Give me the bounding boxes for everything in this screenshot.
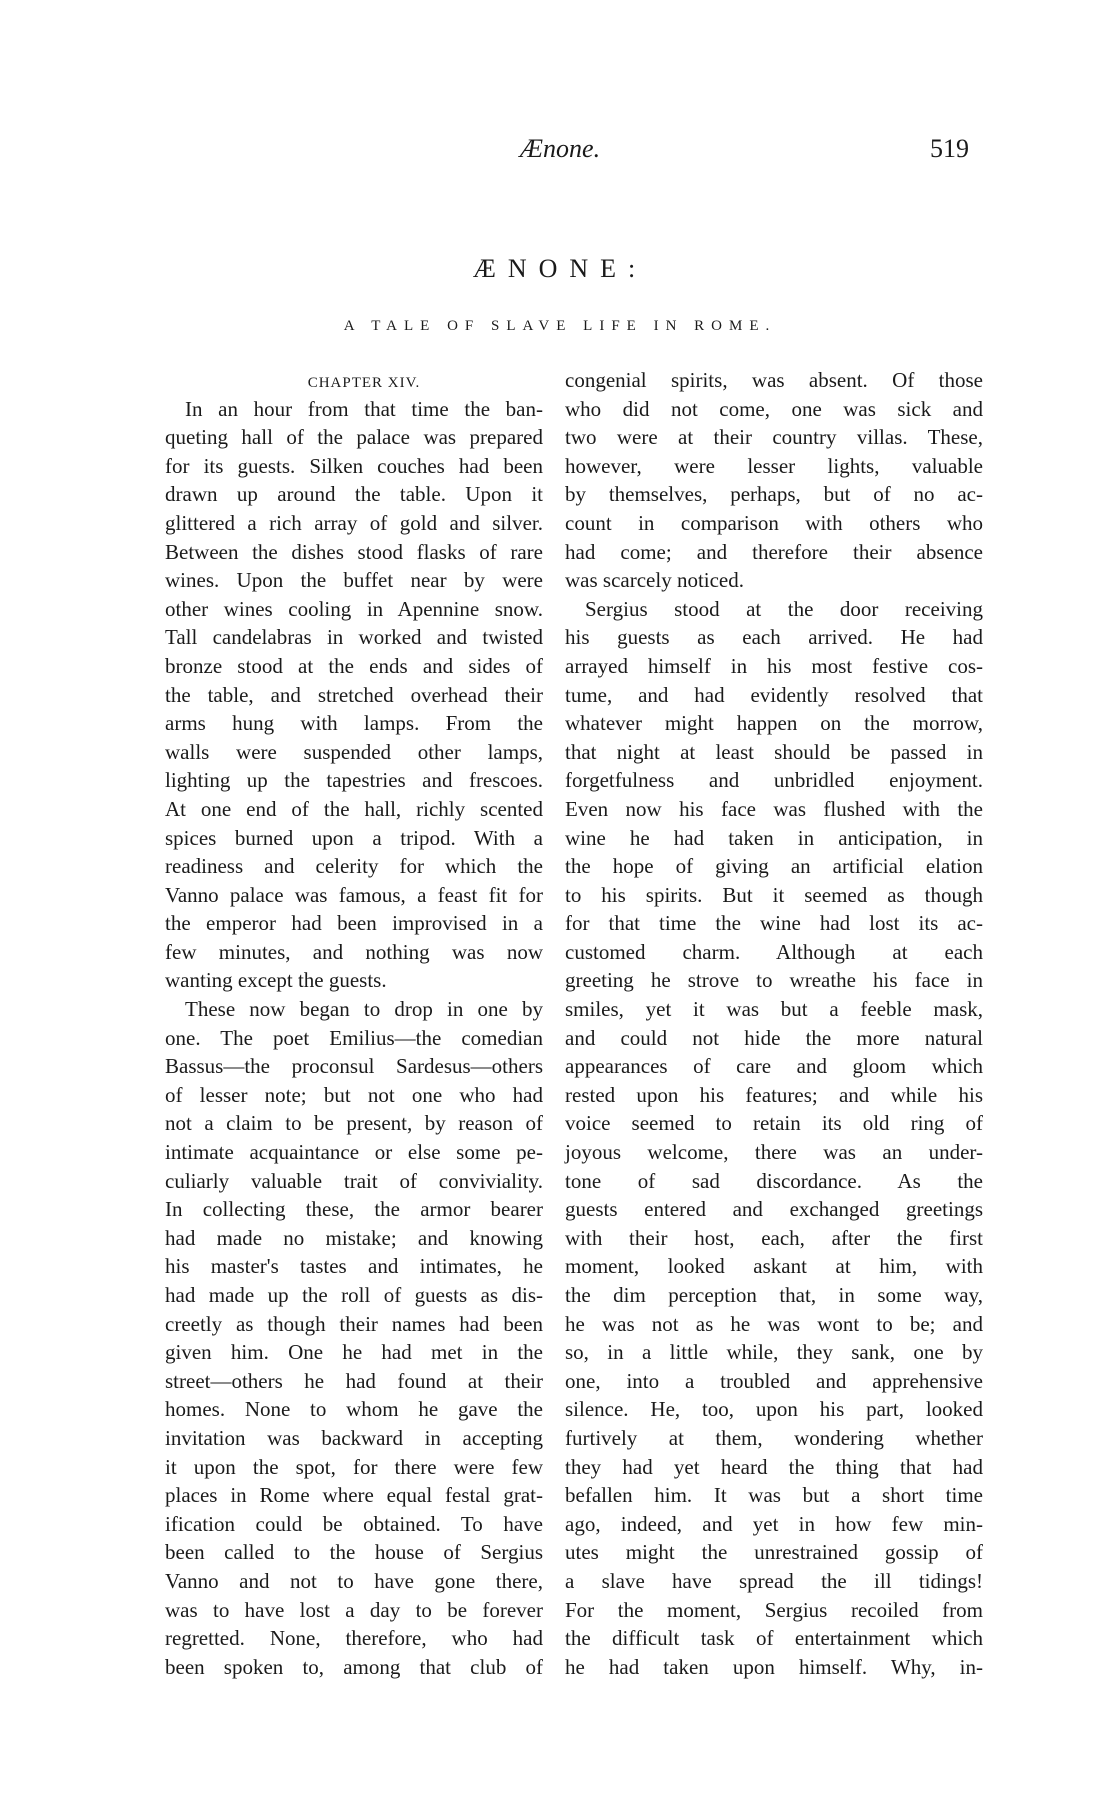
- left-column: [165, 366, 543, 1681]
- text-line: guests entered and exchanged greetings: [565, 1197, 983, 1222]
- text-line: lighting up the tapestries and frescoes.: [165, 768, 543, 793]
- text-line: tone of sad discordance. As the: [565, 1168, 983, 1193]
- text-line: creetly as though their names had been: [165, 1311, 543, 1336]
- text-line: his guests as each arrived. He had: [565, 625, 983, 650]
- text-line: the table, and stretched overhead their: [165, 682, 543, 707]
- text-line: places in Rome where equal festal grat-: [165, 1483, 543, 1508]
- text-line: ago, indeed, and yet in how few min-: [565, 1511, 983, 1536]
- text-line: one. The poet Emilius—the comedian: [165, 1025, 543, 1050]
- text-line: who did not come, one was sick and: [565, 396, 983, 421]
- text-line: drawn up around the table. Upon it: [165, 482, 543, 507]
- text-line: wanting except the guests.: [165, 968, 387, 993]
- text-line: spices burned upon a tripod. With a: [165, 825, 543, 850]
- text-line: invitation was backward in accepting: [165, 1425, 543, 1450]
- text-line: voice seemed to retain its old ring of: [565, 1111, 983, 1136]
- text-line: by themselves, perhaps, but of no ac-: [565, 482, 983, 507]
- text-line: had made up the roll of guests as dis-: [165, 1283, 543, 1307]
- text-line: count in comparison with others who: [565, 510, 983, 535]
- text-line: utes might the unrestrained gossip of: [565, 1540, 983, 1565]
- text-line: Sergius stood at the door receiving: [585, 596, 983, 621]
- right-column: [565, 366, 983, 1681]
- text-line: street—others he had found at their: [165, 1368, 543, 1393]
- text-line: appearances of care and gloom which: [565, 1054, 983, 1079]
- text-line: had made no mistake; and knowing: [165, 1225, 543, 1250]
- text-line: was scarcely noticed.: [565, 568, 745, 593]
- text-line: whatever might happen on the morrow,: [565, 711, 983, 736]
- text-line: glittered a rich array of gold and silver.: [165, 510, 543, 535]
- text-line: In collecting these, the armor bearer: [165, 1197, 543, 1222]
- text-line: Tall candelabras in worked and twisted: [165, 625, 543, 650]
- text-line: Vanno palace was famous, a feast fit for: [165, 882, 543, 907]
- text-line: ification could be obtained. To have: [165, 1511, 543, 1536]
- text-line: congenial spirits, was absent. Of those: [565, 368, 983, 392]
- text-line: had come; and therefore their absence: [565, 539, 983, 564]
- text-line: walls were suspended other lamps,: [165, 739, 543, 764]
- text-line: forgetfulness and unbridled enjoyment.: [565, 768, 983, 793]
- text-line: the difficult task of entertainment which: [565, 1626, 983, 1651]
- text-line: few minutes, and nothing was now: [165, 939, 543, 964]
- text-line: given him. One he had met in the: [165, 1340, 543, 1365]
- left-column-lines: [165, 395, 543, 1682]
- text-line: it upon the spot, for there were few: [165, 1454, 543, 1479]
- text-line: a slave have spread the ill tidings!: [565, 1568, 983, 1593]
- text-line: other wines cooling in Apennine snow.: [165, 596, 543, 621]
- right-column-lines: [565, 366, 983, 1681]
- text-line: with their host, each, after the first: [565, 1225, 983, 1250]
- text-line: not a claim to be present, by reason of: [165, 1111, 543, 1136]
- story-title: ÆNONE:: [472, 254, 648, 283]
- text-line: homes. None to whom he gave the: [165, 1397, 543, 1422]
- text-line: customed charm. Although at each: [565, 939, 983, 964]
- page-number: 519: [930, 134, 969, 163]
- text-line: he had taken upon himself. Why, in-: [565, 1654, 983, 1679]
- text-line: Even now his face was flushed with the: [565, 796, 983, 821]
- text-line: the hope of giving an artificial elation: [565, 854, 983, 879]
- text-line: smiles, yet it was but a feeble mask,: [565, 997, 983, 1022]
- text-line: however, were lesser lights, valuable: [565, 453, 983, 478]
- text-line: These now began to drop in one by: [185, 997, 543, 1022]
- text-line: moment, looked askant at him, with: [565, 1254, 983, 1279]
- text-line: wines. Upon the buffet near by were: [165, 568, 543, 593]
- text-line: was to have lost a day to be forever: [165, 1597, 543, 1622]
- text-line: befallen him. It was but a short time: [565, 1483, 983, 1508]
- text-line: bronze stood at the ends and sides of: [165, 653, 543, 678]
- text-line: greeting he strove to wreathe his face in: [565, 968, 983, 993]
- chapter-heading: CHAPTER XIV.: [307, 375, 421, 391]
- text-line: queting hall of the palace was prepared: [165, 425, 543, 450]
- text-line: tume, and had evidently resolved that: [565, 682, 983, 707]
- text-line: they had yet heard the thing that had: [565, 1454, 983, 1479]
- story-subtitle: A TALE OF SLAVE LIFE IN ROME.: [343, 318, 777, 334]
- text-line: At one end of the hall, richly scented: [165, 796, 543, 821]
- text-line: culiarly valuable trait of conviviality.: [165, 1168, 543, 1193]
- text-line: For the moment, Sergius recoiled from: [565, 1597, 983, 1622]
- text-line: he was not as he was wont to be; and: [565, 1311, 983, 1336]
- text-line: the emperor had been improvised in a: [165, 911, 543, 936]
- text-line: arrayed himself in his most festive cos-: [565, 653, 983, 678]
- text-line: to his spirits. But it seemed as though: [565, 882, 983, 907]
- text-line: Between the dishes stood flasks of rare: [165, 539, 543, 564]
- text-line: been called to the house of Sergius: [165, 1540, 543, 1565]
- text-line: Vanno and not to have gone there,: [165, 1568, 543, 1593]
- text-line: his master's tastes and intimates, he: [165, 1254, 543, 1279]
- text-line: wine he had taken in anticipation, in: [565, 825, 983, 850]
- text-line: intimate acquaintance or else some pe-: [165, 1140, 543, 1165]
- text-line: one, into a troubled and apprehensive: [565, 1368, 983, 1393]
- text-line: that night at least should be passed in: [565, 739, 983, 764]
- text-line: two were at their country villas. These,: [565, 425, 983, 450]
- text-line: arms hung with lamps. From the: [165, 711, 543, 736]
- text-line: In an hour from that time the ban-: [185, 396, 543, 421]
- text-line: regretted. None, therefore, who had: [165, 1626, 543, 1651]
- running-title: Ænone.: [519, 134, 601, 163]
- text-line: of lesser note; but not one who had: [165, 1082, 543, 1107]
- text-line: so, in a little while, they sank, one by: [565, 1340, 983, 1365]
- text-line: the dim perception that, in some way,: [565, 1283, 983, 1307]
- text-line: furtively at them, wondering whether: [565, 1425, 983, 1450]
- text-line: been spoken to, among that club of: [165, 1654, 543, 1679]
- text-line: and could not hide the more natural: [565, 1025, 983, 1050]
- text-line: Bassus—the proconsul Sardesus—others: [165, 1054, 543, 1079]
- text-line: silence. He, too, upon his part, looked: [565, 1397, 983, 1422]
- text-line: joyous welcome, there was an under-: [565, 1140, 983, 1165]
- text-line: readiness and celerity for which the: [165, 854, 543, 879]
- text-line: rested upon his features; and while his: [565, 1082, 983, 1107]
- text-line: for its guests. Silken couches had been: [165, 453, 543, 478]
- text-line: for that time the wine had lost its ac-: [565, 911, 983, 936]
